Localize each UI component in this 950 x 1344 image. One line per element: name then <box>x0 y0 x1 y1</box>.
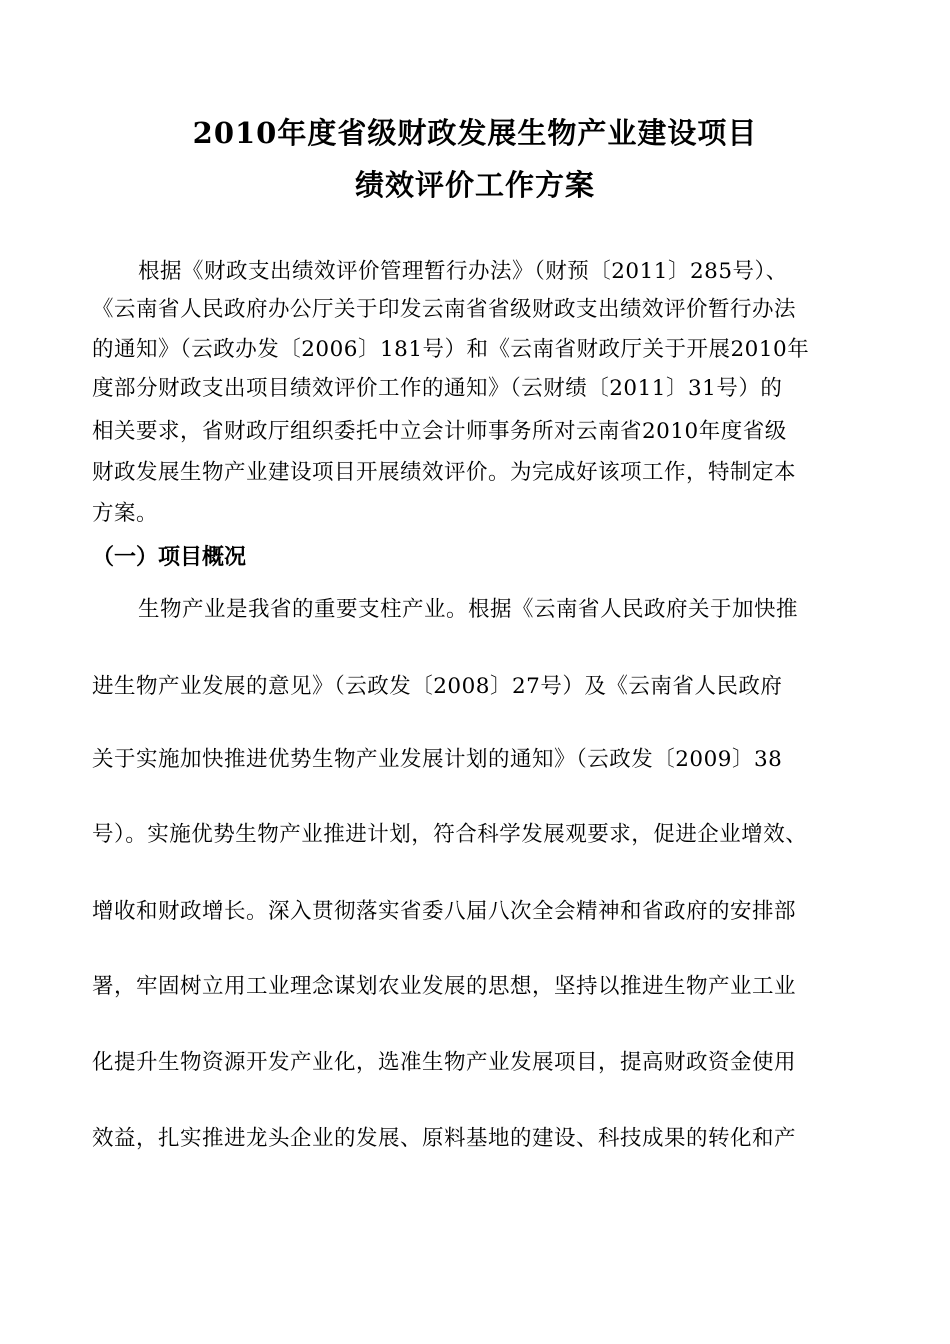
section-line: 化提升生物资源开发产业化，选准生物产业发展项目，提高财政资金使用 <box>92 1050 797 1075</box>
document-title-line-1: 2010年度省级财政发展生物产业建设项目 <box>192 116 758 150</box>
intro-line: 方案。 <box>92 501 159 526</box>
intro-line: 《云南省人民政府办公厅关于印发云南省省级财政支出绩效评价暂行办法 <box>92 297 797 322</box>
section-line: 进生物产业发展的意见》（云政发〔2008〕27号）及《云南省人民政府 <box>92 674 783 699</box>
intro-line: 相关要求，省财政厅组织委托中立会计师事务所对云南省2010年度省级 <box>92 419 787 444</box>
section-line: 生物产业是我省的重要支柱产业。根据《云南省人民政府关于加快推 <box>138 597 799 622</box>
section-line: 关于实施加快推进优势生物产业发展计划的通知》（云政发〔2009〕38 <box>92 747 783 772</box>
document-title-line-2: 绩效评价工作方案 <box>354 168 595 202</box>
section-line: 署，牢固树立用工业理念谋划农业发展的思想，坚持以推进生物产业工业 <box>92 974 797 999</box>
intro-line: 度部分财政支出项目绩效评价工作的通知》（云财绩〔2011〕31号）的 <box>92 376 783 401</box>
section-line: 号）。实施优势生物产业推进计划，符合科学发展观要求，促进企业增效、 <box>92 822 808 847</box>
section-heading: （一）项目概况 <box>92 544 247 570</box>
intro-line: 的通知》（云政办发〔2006〕181号）和《云南省财政厅关于开展2010年 <box>92 337 810 362</box>
intro-line: 财政发展生物产业建设项目开展绩效评价。为完成好该项工作，特制定本 <box>92 460 797 485</box>
intro-line: 根据《财政支出绩效评价管理暂行办法》（财预〔2011〕285号）、 <box>138 259 788 284</box>
section-line: 增收和财政增长。深入贯彻落实省委八届八次全会精神和省政府的安排部 <box>92 899 797 924</box>
section-line: 效益，扎实推进龙头企业的发展、原料基地的建设、科技成果的转化和产 <box>92 1126 797 1151</box>
